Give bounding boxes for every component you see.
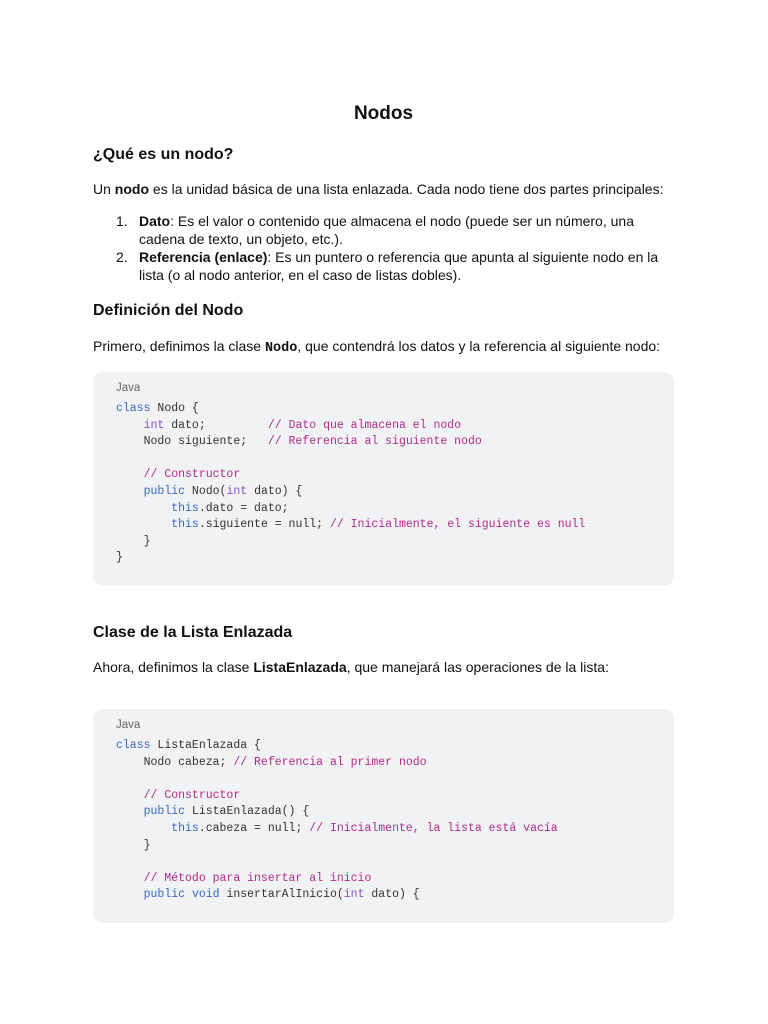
code-line [116, 756, 427, 769]
class-name-bold: ListaEnlazada [253, 659, 347, 675]
section-heading-node-definition: Definición del Nodo [93, 302, 244, 319]
code-text: Nodo cabeza; [116, 755, 234, 769]
node-parts-list [93, 212, 674, 284]
section-heading-what-is-node: ¿Qué es un nodo? [93, 146, 234, 163]
code-text: } [116, 838, 151, 852]
code-line [116, 485, 302, 498]
code-text [116, 872, 144, 885]
code-type: int [143, 418, 165, 432]
code-text [116, 485, 144, 498]
code-line [116, 789, 240, 802]
code-line [116, 468, 240, 481]
code-content [116, 401, 585, 567]
code-comment: // Referencia al siguiente nodo [267, 435, 482, 449]
code-line [116, 805, 309, 818]
code-line [116, 739, 261, 752]
code-text [116, 789, 144, 802]
code-text: dato) { [247, 484, 303, 498]
code-line [116, 435, 482, 448]
code-line [116, 888, 420, 901]
intro-bold-term: nodo [114, 181, 150, 197]
paragraph-text-suffix: , que manejará las operaciones de la lista: [346, 659, 609, 675]
code-line [116, 839, 151, 852]
node-definition-paragraph [93, 337, 660, 358]
code-text [116, 419, 144, 432]
code-line [116, 518, 585, 531]
code-text: Nodo { [150, 402, 199, 415]
code-comment: // Constructor [143, 468, 241, 482]
code-language-label: Java [116, 719, 141, 731]
code-content [116, 738, 558, 904]
section-heading-linked-list-class: Clase de la Lista Enlazada [93, 624, 293, 641]
code-text [116, 822, 171, 835]
code-text [116, 888, 144, 901]
code-comment: // Método para insertar al inicio [143, 871, 372, 885]
code-line [116, 402, 199, 415]
list-item-text: : Es el valor o contenido que almacena el nodo (puede ser un número, una [170, 213, 634, 229]
code-language-label: Java [116, 382, 141, 394]
code-text: Nodo( [185, 484, 227, 498]
code-block-lista-enlazada [93, 709, 674, 923]
intro-paragraph [93, 180, 663, 198]
code-comment: // Inicialmente, la lista está vacía [309, 821, 558, 835]
list-item [93, 212, 674, 248]
code-text: ListaEnlazada() { [185, 805, 310, 819]
code-text: Nodo siguiente; [116, 435, 268, 449]
paragraph-text-suffix: , que contendrá los datos y la referencia al siguiente nodo: [297, 338, 661, 354]
code-comment: // Constructor [143, 788, 241, 802]
code-text: ListaEnlazada { [150, 739, 261, 752]
code-keyword: this [171, 821, 199, 835]
linked-list-paragraph [93, 658, 609, 676]
code-text: .dato = dato; [198, 501, 289, 515]
code-keyword: class [116, 402, 151, 415]
code-comment: // Referencia al primer nodo [233, 755, 427, 769]
code-keyword: public [143, 888, 186, 902]
code-text [185, 888, 192, 901]
code-text: insertarAlInicio( [219, 888, 344, 902]
code-text: } [116, 534, 151, 548]
intro-text-suffix: es la unidad básica de una lista enlazada. Cada nodo tiene dos partes principales: [149, 181, 664, 197]
code-text [116, 518, 171, 531]
class-name-inline: Nodo [264, 341, 298, 356]
paragraph-text-prefix: Ahora, definimos la clase [93, 659, 254, 675]
list-item-text: : Es un puntero o referencia que apunta al siguiente nodo en la [267, 249, 659, 265]
code-type: int [343, 888, 365, 902]
code-line [116, 551, 123, 564]
code-line [116, 502, 289, 515]
code-text [116, 468, 144, 481]
code-keyword: this [171, 501, 199, 515]
list-item-term: Dato [139, 213, 171, 229]
code-line [116, 822, 558, 835]
code-keyword: class [116, 739, 151, 752]
code-text: .cabeza = null; [198, 821, 310, 835]
code-line [116, 419, 461, 432]
code-keyword: public [143, 805, 186, 819]
paragraph-text-prefix: Primero, definimos la clase [93, 338, 265, 354]
code-keyword: public [143, 484, 186, 498]
code-text: dato; [164, 418, 268, 432]
code-keyword: this [171, 518, 199, 532]
list-number: 2. [116, 249, 128, 265]
code-text: .siguiente = null; [198, 518, 330, 532]
list-item-text-continued: lista (o al nodo anterior, en el caso de listas dobles). [139, 267, 462, 283]
code-line [116, 535, 151, 548]
intro-text-prefix: Un [93, 181, 115, 197]
list-number: 1. [116, 213, 128, 229]
code-block-nodo [93, 372, 674, 586]
code-text: dato) { [364, 888, 420, 902]
code-comment: // Dato que almacena el nodo [267, 418, 462, 432]
code-text [116, 502, 171, 515]
code-comment: // Inicialmente, el siguiente es null [329, 518, 586, 532]
code-type: int [226, 484, 248, 498]
code-text [116, 805, 144, 818]
list-item-text-continued: cadena de texto, un objeto, etc.). [139, 231, 343, 247]
list-item-term: Referencia (enlace) [139, 249, 268, 265]
code-keyword: void [191, 888, 220, 902]
page-title: Nodos [353, 103, 414, 124]
code-line [116, 872, 371, 885]
list-item [93, 248, 674, 284]
code-text: } [116, 551, 123, 565]
